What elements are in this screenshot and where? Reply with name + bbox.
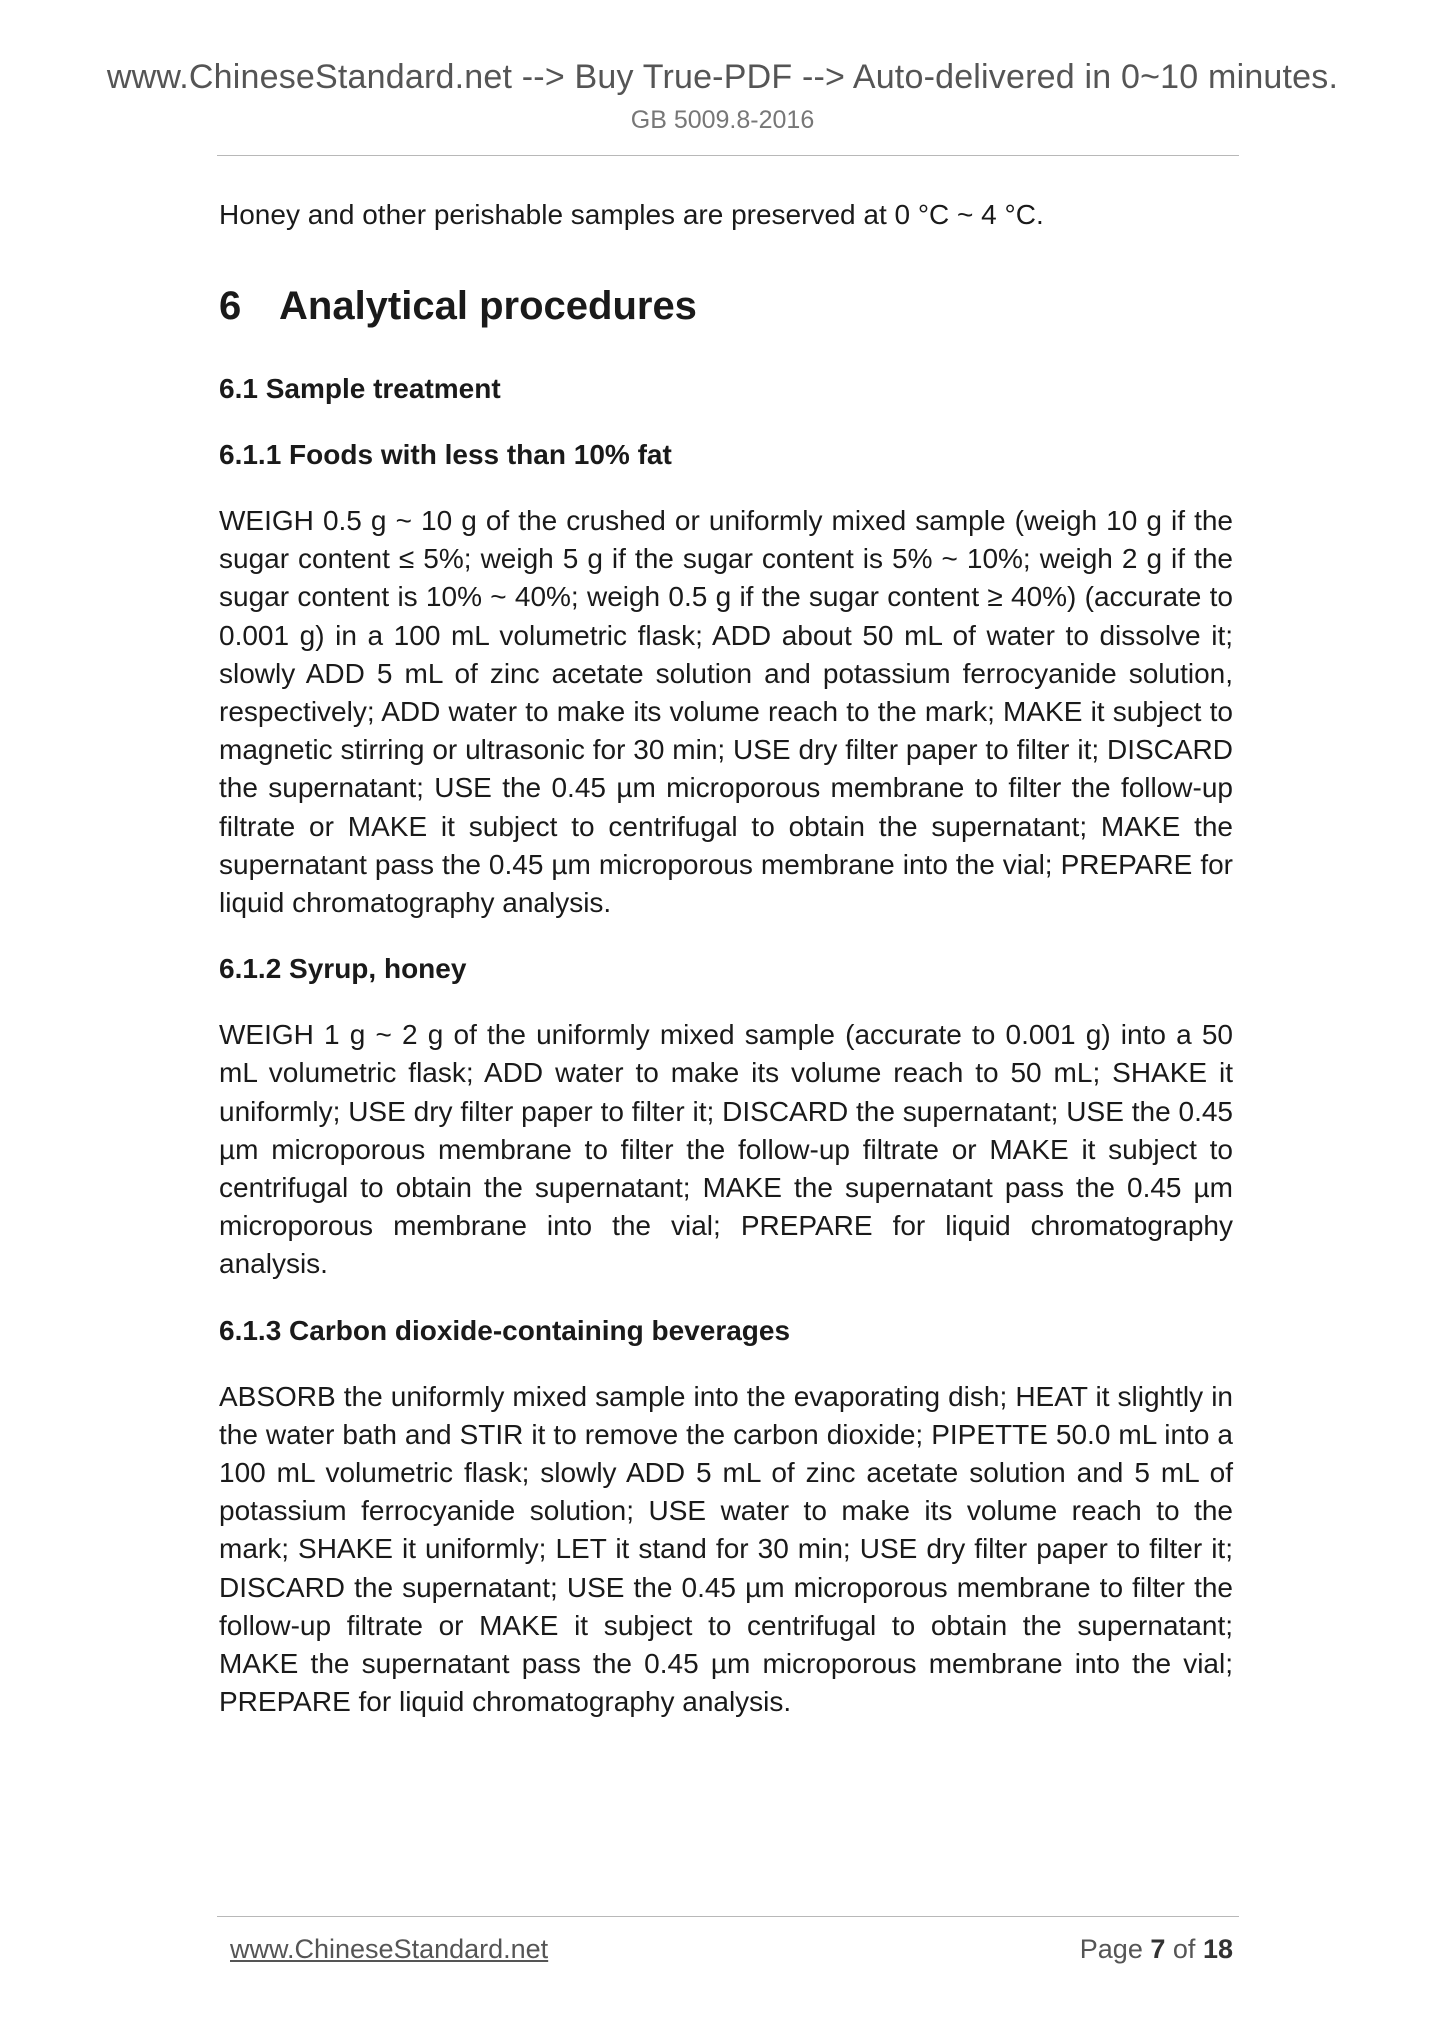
page-current: 7 <box>1150 1934 1166 1964</box>
document-code: GB 5009.8-2016 <box>630 106 815 134</box>
page-total: 18 <box>1202 1934 1233 1964</box>
item-heading-6-1-2: 6.1.2 Syrup, honey <box>219 953 467 985</box>
page-prefix: Page <box>1079 1934 1143 1964</box>
page-of: of <box>1172 1934 1196 1964</box>
footer-divider <box>217 1916 1239 1917</box>
item-heading-6-1-1: 6.1.1 Foods with less than 10% fat <box>219 439 672 470</box>
section-heading <box>219 282 1233 330</box>
item-heading-6-1-3: 6.1.3 Carbon dioxide-containing beverages <box>219 1314 791 1346</box>
item-body-6-1-1: WEIGH 0.5 g ~ 10 g of the crushed or uniformly mixed sample (weigh 10 g if the sugar content ≤ 5%; weigh 5 g if the sugar content is 5% ~ 10%; weigh 2 g if the sugar content is 10% ~ 40%; weigh 0.5 g if the sugar content ≥ 40%) (accurate to 0.001 g) in a 100 mL volumetric flask; ADD about 50 mL of water to dissolve it; slowly ADD 5 mL of zinc acetate solution and potassium ferrocyanide solution, respectively; ADD water to make its volume reach to the mark; MAKE it subject to magnetic stirring or ultrasonic for 30 min; USE dry filter paper to filter it; DISCARD the supernatant; USE the 0.45 µm microporous membrane to filter the follow-up filtrate or MAKE it subject to centrifugal to obtain the supernatant; MAKE the supernatant pass the 0.45 µm microporous membrane into the vial; PREPARE for liquid chromatography analysis. <box>219 505 1233 919</box>
subsection-heading: 6.1 Sample treatment <box>219 373 501 404</box>
footer-website-link[interactable]: www.ChineseStandard.net <box>230 1934 549 1964</box>
page-content <box>219 196 1233 1749</box>
header-divider <box>217 155 1239 156</box>
intro-paragraph: Honey and other perishable samples are preserved at 0 °C ~ 4 °C. <box>219 199 1044 230</box>
page-number <box>1080 1934 1233 1965</box>
section-title: Analytical procedures <box>279 284 697 328</box>
item-body-6-1-2: WEIGH 1 g ~ 2 g of the uniformly mixed sample (accurate to 0.001 g) into a 50 mL volumetric flask; ADD water to make its volume reach to 50 mL; SHAKE it uniformly; USE dry filter paper to filter it; DISCARD the supernatant; USE the 0.45 µm microporous membrane to filter the follow-up filtrate or MAKE it subject to centrifugal to obtain the supernatant; MAKE the supernatant pass the 0.45 µm microporous membrane into the vial; PREPARE for liquid chromatography analysis. <box>219 1019 1233 1280</box>
section-number: 6 <box>219 284 242 328</box>
header-banner: www.ChineseStandard.net --> Buy True-PDF --> Auto-delivered in 0~10 minutes. <box>106 58 1339 96</box>
item-body-6-1-3: ABSORB the uniformly mixed sample into the evaporating dish; HEAT it slightly in the water bath and STIR it to remove the carbon dioxide; PIPETTE 50.0 mL into a 100 mL volumetric flask; slowly ADD 5 mL of zinc acetate solution and 5 mL of potassium ferrocyanide solution; USE water to make its volume reach to the mark; SHAKE it uniformly; LET it stand for 30 min; USE dry filter paper to filter it; DISCARD the supernatant; USE the 0.45 µm microporous membrane to filter the follow-up filtrate or MAKE it subject to centrifugal to obtain the supernatant; MAKE the supernatant pass the 0.45 µm microporous membrane into the vial; PREPARE for liquid chromatography analysis. <box>219 1380 1233 1718</box>
